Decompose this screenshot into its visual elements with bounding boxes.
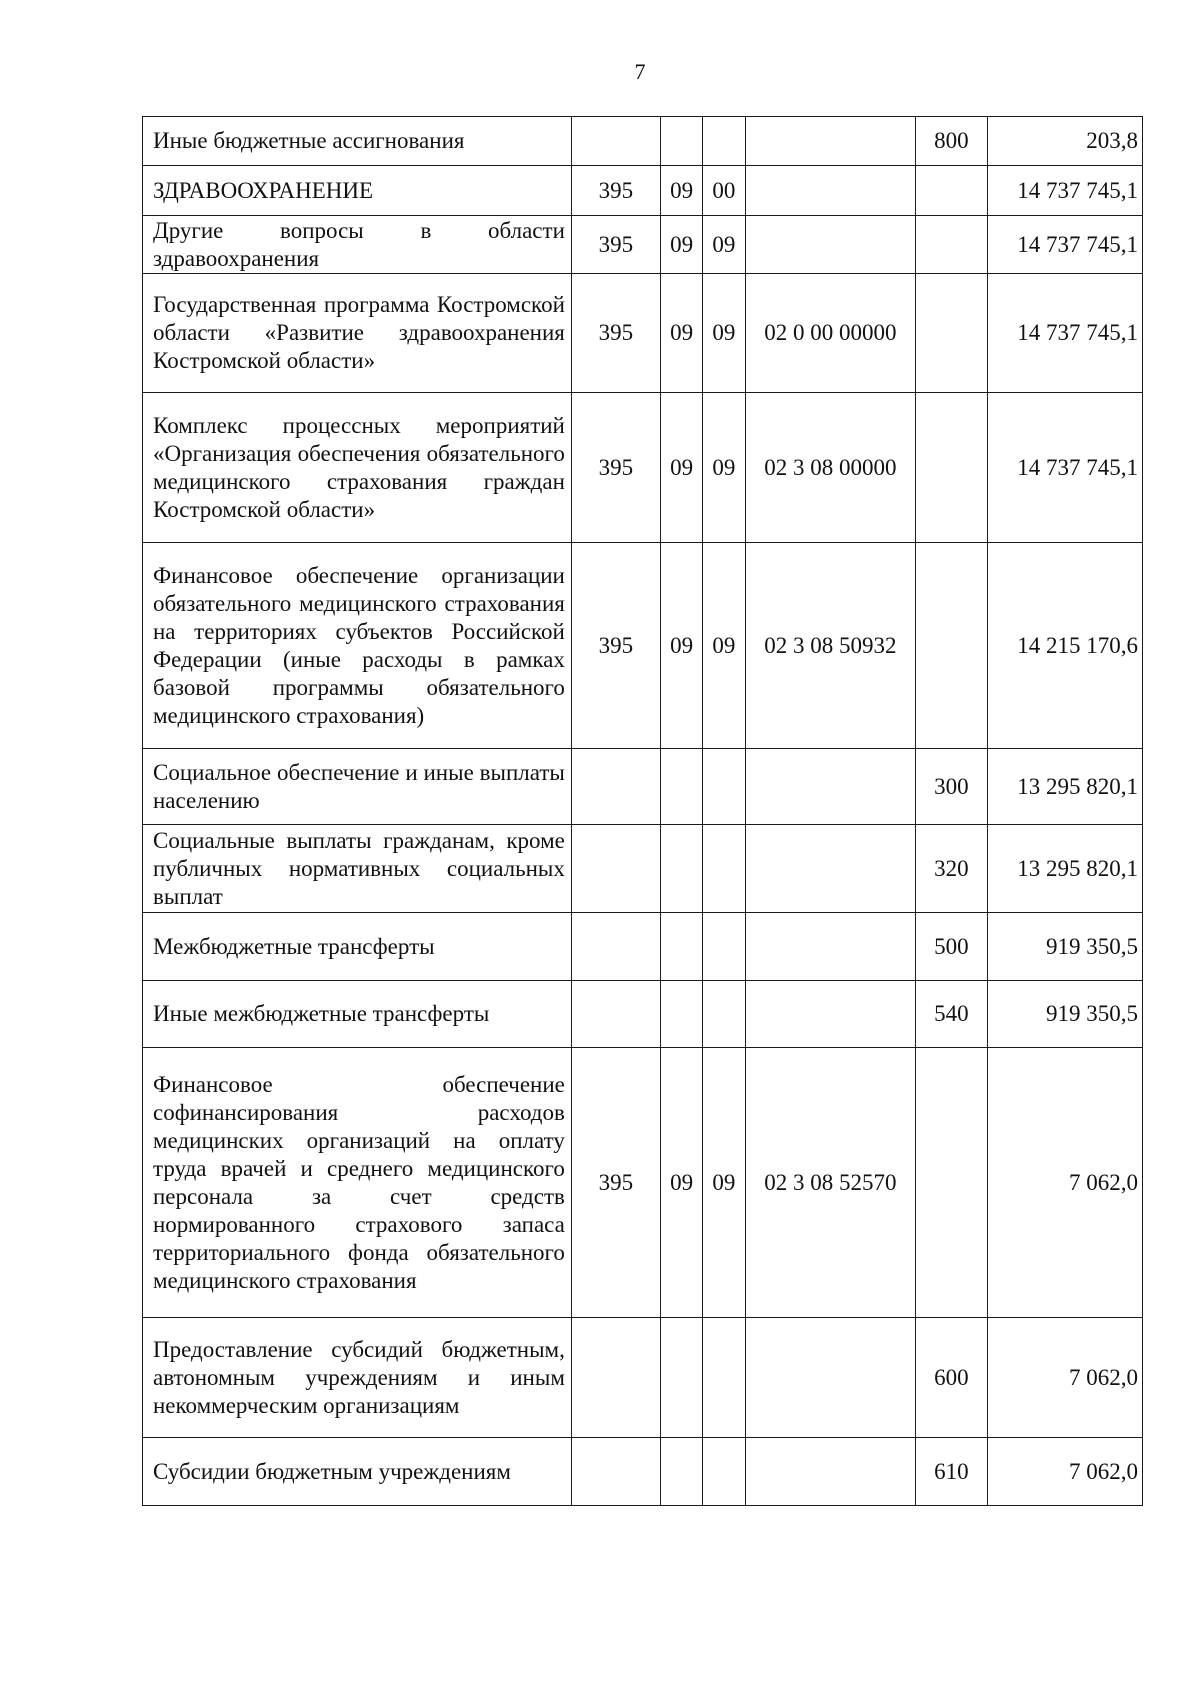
table-row [143, 117, 1143, 166]
ministry-code-cell [571, 981, 660, 1048]
budget-table [142, 116, 1143, 1506]
row-name-cell: Иные межбюджетные трансферты [143, 981, 572, 1048]
expense-type-cell [916, 1048, 988, 1318]
target-item-code-cell: 02 3 08 50932 [745, 543, 915, 749]
section-code-cell: 09 [660, 543, 702, 749]
table-row [143, 913, 1143, 981]
row-name-cell: Государственная программа Костромской области «Развитие здравоохранения Костромской области» [143, 274, 572, 393]
ministry-code-cell [571, 117, 660, 166]
target-item-code-cell [745, 1438, 915, 1506]
target-item-code-cell [745, 216, 915, 274]
subsection-code-cell [703, 981, 745, 1048]
page-number: 7 [634, 59, 646, 84]
row-name-cell: Комплекс процессных мероприятий «Организация обеспечения обязательного медицинского страхования граждан Костромской области» [143, 393, 572, 543]
ministry-code-cell: 395 [571, 393, 660, 543]
target-item-code-cell: 02 3 08 00000 [745, 393, 915, 543]
amount-cell: 7 062,0 [987, 1318, 1142, 1438]
table-row [143, 825, 1143, 913]
subsection-code-cell [703, 1438, 745, 1506]
subsection-code-cell [703, 749, 745, 825]
expense-type-cell: 610 [916, 1438, 988, 1506]
section-code-cell: 09 [660, 216, 702, 274]
target-item-code-cell: 02 0 00 00000 [745, 274, 915, 393]
table-row [143, 1438, 1143, 1506]
amount-cell: 13 295 820,1 [987, 749, 1142, 825]
expense-type-cell [916, 393, 988, 543]
subsection-code-cell [703, 1318, 745, 1438]
amount-cell: 14 737 745,1 [987, 274, 1142, 393]
row-name-cell: Межбюджетные трансферты [143, 913, 572, 981]
table-row [143, 274, 1143, 393]
amount-cell: 14 737 745,1 [987, 393, 1142, 543]
section-code-cell [660, 749, 702, 825]
target-item-code-cell [745, 825, 915, 913]
table-row [143, 166, 1143, 216]
expense-type-cell: 600 [916, 1318, 988, 1438]
amount-cell: 7 062,0 [987, 1048, 1142, 1318]
amount-cell: 13 295 820,1 [987, 825, 1142, 913]
table-row [143, 393, 1143, 543]
ministry-code-cell: 395 [571, 1048, 660, 1318]
section-code-cell [660, 1318, 702, 1438]
amount-cell: 203,8 [987, 117, 1142, 166]
subsection-code-cell [703, 117, 745, 166]
amount-cell: 14 215 170,6 [987, 543, 1142, 749]
row-name-cell: Другие вопросы в области здравоохранения [143, 216, 572, 274]
expense-type-cell [916, 216, 988, 274]
amount-cell: 14 737 745,1 [987, 216, 1142, 274]
subsection-code-cell: 09 [703, 216, 745, 274]
table-row [143, 749, 1143, 825]
section-code-cell: 09 [660, 1048, 702, 1318]
amount-cell: 919 350,5 [987, 981, 1142, 1048]
ministry-code-cell [571, 1438, 660, 1506]
row-name-cell: Финансовое обеспечение софинансирования расходов медицинских организаций на оплату труда врачей и среднего медицинского персонала за счет средств нормированного страхового запаса территориального фонда обязательного медицинского страхования [143, 1048, 572, 1318]
expense-type-cell: 320 [916, 825, 988, 913]
expense-type-cell: 300 [916, 749, 988, 825]
ministry-code-cell: 395 [571, 274, 660, 393]
table-row [143, 1048, 1143, 1318]
table-row [143, 981, 1143, 1048]
table-row [143, 543, 1143, 749]
expense-type-cell [916, 166, 988, 216]
amount-cell: 919 350,5 [987, 913, 1142, 981]
subsection-code-cell [703, 913, 745, 981]
ministry-code-cell: 395 [571, 166, 660, 216]
subsection-code-cell: 09 [703, 1048, 745, 1318]
target-item-code-cell [745, 749, 915, 825]
section-code-cell [660, 117, 702, 166]
row-name-cell: Предоставление субсидий бюджетным, автономным учреждениям и иным некоммерческим организациям [143, 1318, 572, 1438]
row-name-cell: Социальные выплаты гражданам, кроме публичных нормативных социальных выплат [143, 825, 572, 913]
subsection-code-cell: 00 [703, 166, 745, 216]
target-item-code-cell [745, 981, 915, 1048]
section-code-cell: 09 [660, 393, 702, 543]
ministry-code-cell [571, 825, 660, 913]
ministry-code-cell [571, 1318, 660, 1438]
target-item-code-cell [745, 166, 915, 216]
table-row [143, 216, 1143, 274]
amount-cell: 14 737 745,1 [987, 166, 1142, 216]
section-code-cell [660, 913, 702, 981]
subsection-code-cell: 09 [703, 274, 745, 393]
row-name-cell: ЗДРАВООХРАНЕНИЕ [143, 166, 572, 216]
section-code-cell [660, 825, 702, 913]
row-name-cell: Финансовое обеспечение организации обязательного медицинского страхования на территориях субъектов Российской Федерации (иные расходы в рамках базовой программы обязательного медицинского страхования) [143, 543, 572, 749]
target-item-code-cell: 02 3 08 52570 [745, 1048, 915, 1318]
row-name-cell: Социальное обеспечение и иные выплаты населению [143, 749, 572, 825]
ministry-code-cell [571, 749, 660, 825]
target-item-code-cell [745, 117, 915, 166]
expense-type-cell [916, 274, 988, 393]
subsection-code-cell: 09 [703, 393, 745, 543]
target-item-code-cell [745, 1318, 915, 1438]
table-row [143, 1318, 1143, 1438]
subsection-code-cell [703, 825, 745, 913]
ministry-code-cell: 395 [571, 216, 660, 274]
amount-cell: 7 062,0 [987, 1438, 1142, 1506]
row-name-cell: Субсидии бюджетным учреждениям [143, 1438, 572, 1506]
ministry-code-cell: 395 [571, 543, 660, 749]
expense-type-cell: 540 [916, 981, 988, 1048]
section-code-cell [660, 981, 702, 1048]
expense-type-cell: 500 [916, 913, 988, 981]
target-item-code-cell [745, 913, 915, 981]
expense-type-cell: 800 [916, 117, 988, 166]
expense-type-cell [916, 543, 988, 749]
section-code-cell [660, 1438, 702, 1506]
section-code-cell: 09 [660, 274, 702, 393]
subsection-code-cell: 09 [703, 543, 745, 749]
section-code-cell: 09 [660, 166, 702, 216]
row-name-cell: Иные бюджетные ассигнования [143, 117, 572, 166]
ministry-code-cell [571, 913, 660, 981]
